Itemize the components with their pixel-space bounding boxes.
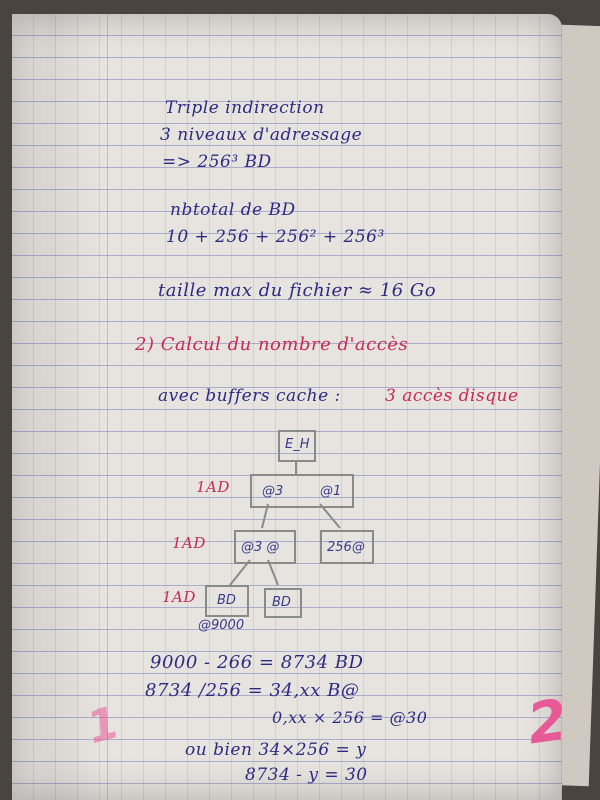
diagram-level1-node [250,474,354,508]
level-label-1: 1AD [196,478,230,496]
cache-line-value: 3 accès disque [385,386,519,406]
leaf-note: @9000 [198,618,245,633]
diagram-leaf-left [205,585,249,617]
calc-line-3: 0,xx × 256 = @30 [272,708,428,727]
diagram-leaf-right [264,588,302,618]
node-mid-right: 256@ [327,540,365,555]
calc-line-2: 8734 /256 = 34,xx B@ [145,680,360,701]
diagram-level2-right-node [320,530,374,564]
calc-line-5: 8734 - y = 30 [245,765,368,785]
level-label-2: 1AD [172,534,206,552]
node-top-left: @3 [262,484,284,499]
pink-mark-left: 1 [81,696,125,755]
note-line-256-cube: => 256³ BD [162,152,272,172]
note-line-niveaux: 3 niveaux d'adressage [160,125,363,145]
note-line-nbtotal: nbtotal de BD [170,200,296,220]
note-line-sum: 10 + 256 + 256² + 256³ [166,227,385,247]
diagram-root-node [278,430,316,462]
level-label-3: 1AD [162,588,196,606]
note-line-triple-indirection: Triple indirection [165,98,325,118]
section-heading: 2) Calcul du nombre d'accès [135,334,409,355]
note-line-taille-max: taille max du fichier ≈ 16 Go [158,280,437,301]
root-label: E_H [285,437,310,452]
leaf-right-label: BD [272,595,291,610]
calc-line-4: ou bien 34×256 = y [185,740,367,760]
cache-line-label: avec buffers cache : [158,386,341,406]
node-top-right: @1 [320,484,342,499]
calc-line-1: 9000 - 266 = 8734 BD [150,652,364,673]
node-mid-left: @3 @ [241,540,280,555]
diagram-level2-left-node [234,530,296,564]
pink-mark-right: 2 [523,687,572,758]
leaf-left-label: BD [217,593,236,608]
